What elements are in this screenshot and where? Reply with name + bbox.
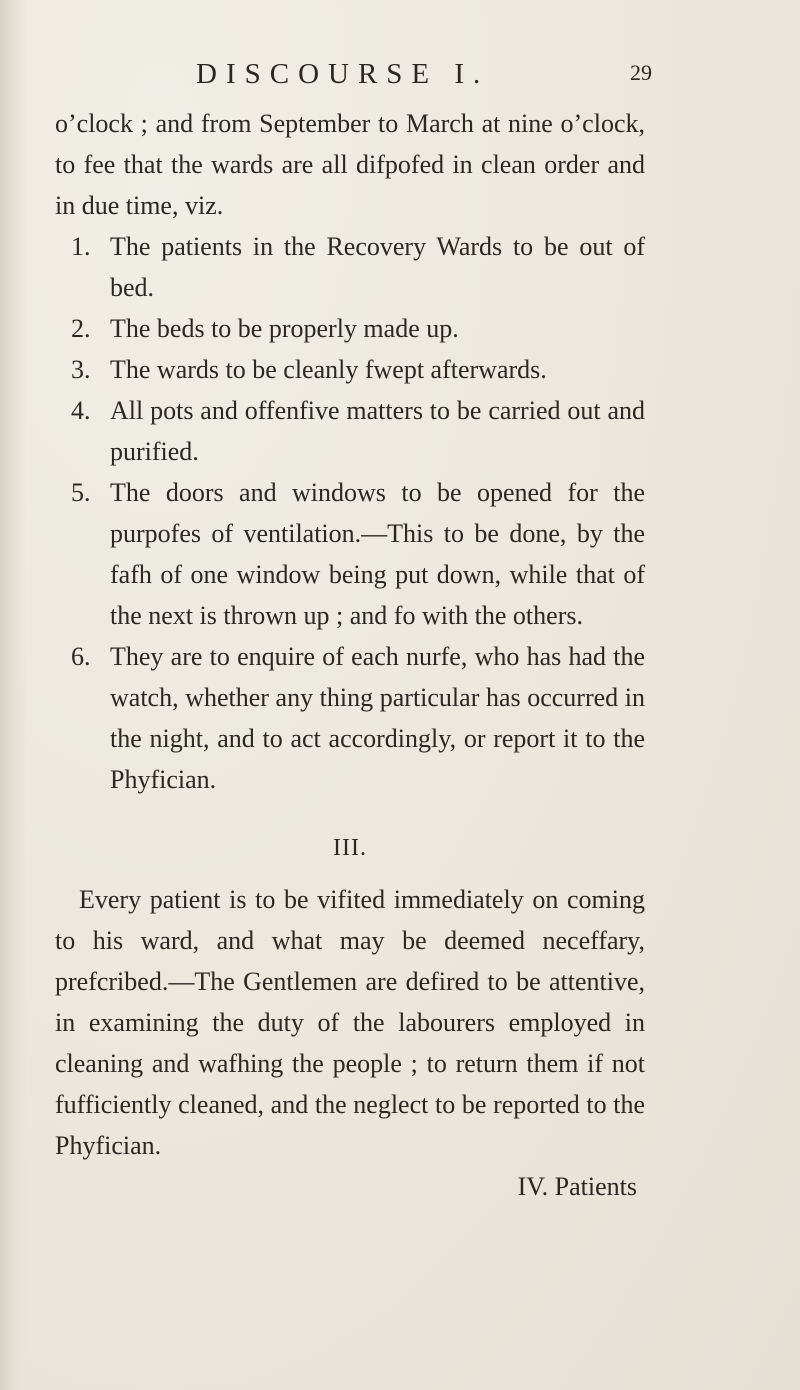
section-numeral: III. bbox=[333, 835, 367, 861]
intro-paragraph: o’clock ; and from September to March at nine o’clock, to fee that the wards are all difpofed in clean order and in due time, viz. bbox=[55, 109, 645, 220]
running-head: DISCOURSE I. bbox=[196, 58, 490, 90]
list-item-text: All pots and offenfive matters to be carried out and purified. bbox=[110, 396, 645, 466]
numbered-list bbox=[55, 226, 645, 800]
list-item-number: 5. bbox=[71, 478, 91, 507]
list-item bbox=[55, 390, 645, 472]
list-item-text: The wards to be cleanly fwept afterwards. bbox=[110, 355, 547, 384]
list-item-number: 3. bbox=[71, 355, 91, 384]
list-item-number: 1. bbox=[71, 232, 91, 261]
list-item-text: They are to enquire of each nurfe, who has had the watch, whether any thing particular has occurred in the night, and to act accordingly, or report it to the Phyfician. bbox=[110, 642, 645, 794]
page-header bbox=[0, 58, 800, 98]
page-gutter-shadow bbox=[0, 0, 28, 1390]
catchword: IV. Patients bbox=[517, 1172, 637, 1201]
list-item bbox=[55, 308, 645, 349]
list-item-number: 4. bbox=[71, 396, 91, 425]
page-body bbox=[55, 103, 645, 1207]
list-item-text: The beds to be properly made up. bbox=[110, 314, 459, 343]
list-item bbox=[55, 226, 645, 308]
list-item-text: The patients in the Recovery Wards to be out of bed. bbox=[110, 232, 645, 302]
list-item bbox=[55, 636, 645, 800]
list-item bbox=[55, 472, 645, 636]
list-item bbox=[55, 349, 645, 390]
section-paragraph: Every patient is to be vifited immediately on coming to his ward, and what may be deemed neceffary, prefcribed.—The Gentlemen are defired to be attentive, in examining the duty of the labourers employed in cleaning and wafhing the people ; to return them if not fufficiently cleaned, and the neglect to be reported to the Phyfician. bbox=[55, 885, 645, 1160]
list-item-number: 2. bbox=[71, 314, 91, 343]
page-number: 29 bbox=[630, 60, 652, 85]
list-item-number: 6. bbox=[71, 642, 91, 671]
list-item-text: The doors and windows to be opened for the purpofes of ventilation.—This to be done, by the fafh of one window being put down, while that of the next is thrown up ; and fo with the others. bbox=[110, 478, 645, 630]
